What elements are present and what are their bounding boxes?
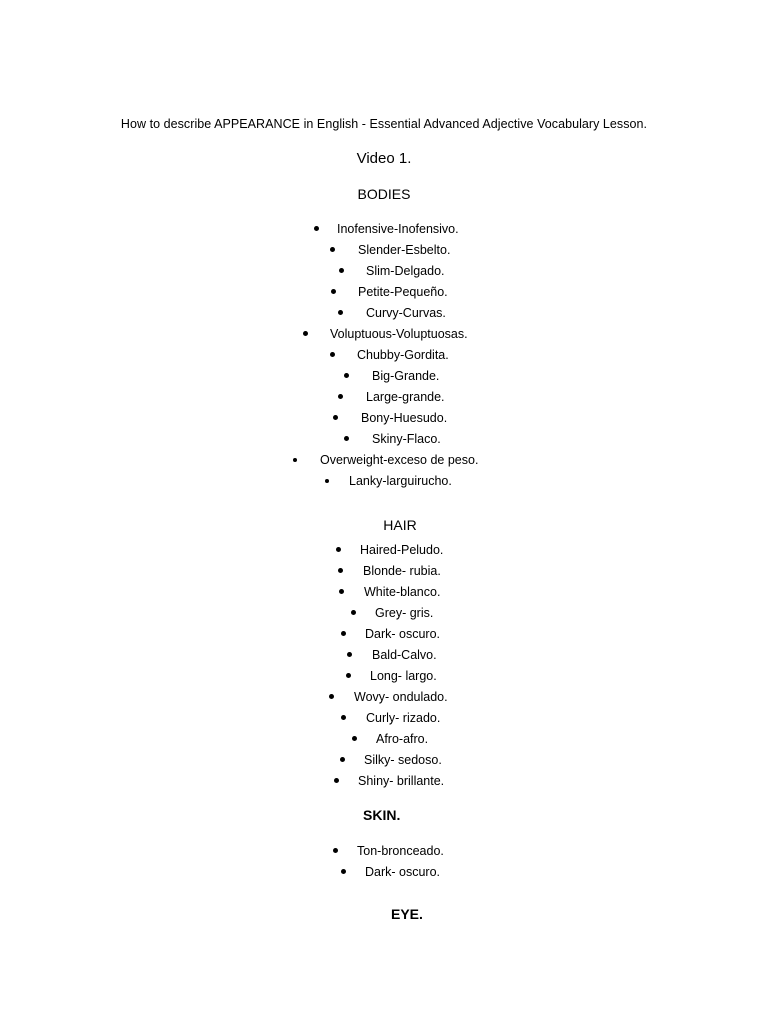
list-item: Slender-Esbelto.: [358, 243, 451, 257]
eye-heading: EYE.: [391, 906, 423, 922]
skin-heading: SKIN.: [363, 807, 401, 823]
bullet-icon: [333, 848, 338, 853]
list-item: Dark- oscuro.: [365, 627, 441, 641]
bullet-icon: [338, 394, 343, 399]
bullet-icon: [341, 715, 346, 720]
list-item: Overweight-exceso de peso.: [320, 453, 479, 467]
list-item: Ton-bronceado.: [357, 844, 444, 858]
list-item: Curly- rizado.: [366, 711, 441, 725]
bullet-icon: [344, 436, 349, 441]
bullet-icon: [352, 736, 357, 741]
list-item: Bald-Calvo.: [372, 648, 437, 662]
list-item: Blonde- rubia.: [363, 564, 441, 578]
bullet-icon: [344, 373, 349, 378]
bullet-icon: [351, 610, 356, 615]
list-item: Petite-Pequeño.: [358, 285, 448, 299]
list-item: Chubby-Gordita.: [357, 348, 449, 362]
list-item: Big-Grande.: [372, 369, 440, 383]
list-item: White-blanco.: [364, 585, 441, 599]
list-item: Inofensive-Inofensivo.: [337, 222, 459, 236]
bullet-icon: [347, 652, 352, 657]
bullet-icon: [333, 415, 338, 420]
bullet-icon: [339, 268, 344, 273]
bullet-icon: [346, 673, 351, 678]
bullet-icon: [341, 631, 346, 636]
list-item: Dark- oscuro.: [365, 865, 441, 879]
bullet-icon: [293, 458, 297, 462]
bullet-icon: [329, 694, 334, 699]
list-item: Long- largo.: [370, 669, 437, 683]
list-item: Slim-Delgado.: [366, 264, 445, 278]
list-item: Skiny-Flaco.: [372, 432, 441, 446]
list-item: Bony-Huesudo.: [361, 411, 448, 425]
bullet-icon: [338, 568, 343, 573]
list-item: Silky- sedoso.: [364, 753, 442, 767]
bullet-icon: [339, 589, 344, 594]
list-item: Shiny- brillante.: [358, 774, 445, 788]
list-item: Wovy- ondulado.: [354, 690, 448, 704]
bullet-icon: [303, 331, 308, 336]
hair-heading: HAIR: [383, 517, 417, 533]
bullet-icon: [330, 352, 335, 357]
bullet-icon: [334, 778, 339, 783]
bullet-icon: [341, 869, 346, 874]
video-label: Video 1.: [356, 150, 412, 167]
bullet-icon: [325, 479, 329, 483]
list-item: Grey- gris.: [375, 606, 434, 620]
list-item: Haired-Peludo.: [360, 543, 444, 557]
bullet-icon: [336, 547, 341, 552]
list-item: Curvy-Curvas.: [366, 306, 446, 320]
list-item: Large-grande.: [366, 390, 445, 404]
bullet-icon: [330, 247, 335, 252]
list-item: Lanky-larguirucho.: [349, 474, 452, 488]
document-title: How to describe APPEARANCE in English - Essential Advanced Adjective Vocabulary Lesson.: [120, 117, 648, 131]
bullet-icon: [338, 310, 343, 315]
bullet-icon: [340, 757, 345, 762]
bodies-heading: BODIES: [357, 186, 411, 202]
list-item: Afro-afro.: [376, 732, 429, 746]
bullet-icon: [331, 289, 336, 294]
list-item: Voluptuous-Voluptuosas.: [330, 327, 468, 341]
bullet-icon: [314, 226, 319, 231]
